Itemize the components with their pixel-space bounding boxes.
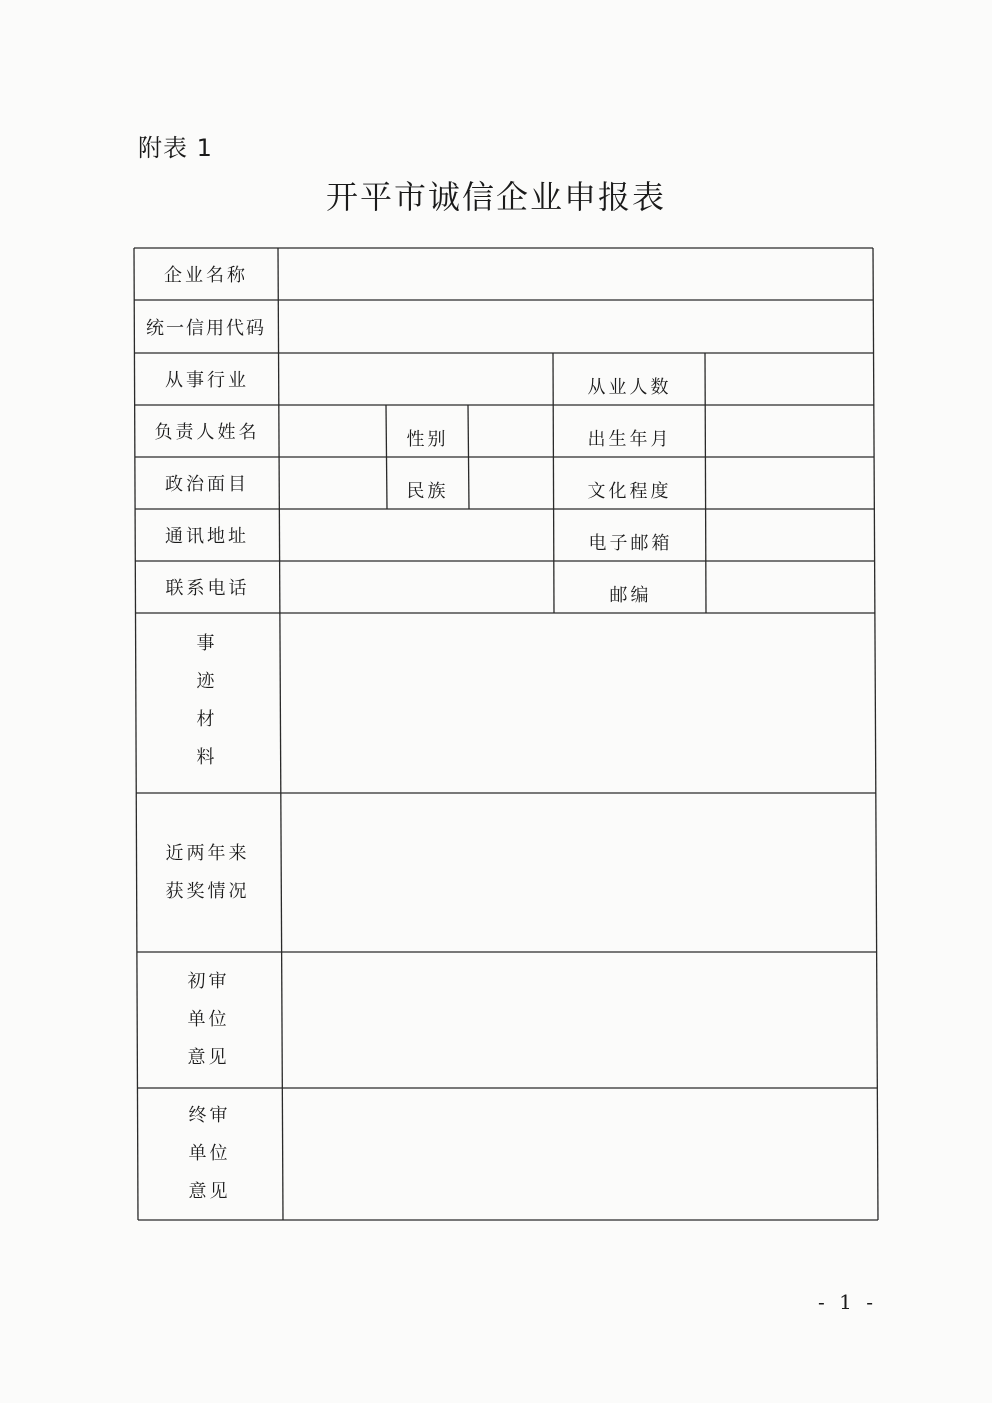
industry-label: 从事行业 — [165, 370, 249, 391]
initial-review-field[interactable] — [284, 953, 876, 1087]
awards-line: 近两年来 — [165, 842, 250, 864]
initial-review-label — [137, 960, 280, 1080]
deeds-label — [136, 621, 278, 781]
company-name-field[interactable] — [279, 249, 872, 299]
page-number: - 1 - — [818, 1290, 877, 1314]
leader-name-field[interactable] — [280, 406, 385, 456]
email-label: 电子邮箱 — [588, 533, 673, 554]
postcode-label: 邮编 — [609, 585, 652, 606]
final-review-field[interactable] — [285, 1089, 877, 1219]
address-label: 通讯地址 — [165, 526, 249, 547]
initial-review-line: 单位 — [187, 1009, 230, 1030]
deeds-char: 材 — [196, 709, 218, 730]
final-review-line: 单位 — [188, 1143, 231, 1164]
credit-code-field[interactable] — [279, 301, 872, 352]
employee-count-field[interactable] — [706, 354, 873, 404]
email-field[interactable] — [707, 510, 874, 560]
phone-field[interactable] — [281, 562, 552, 612]
awards-line: 获奖情况 — [165, 880, 250, 902]
final-review-line: 终审 — [188, 1105, 231, 1126]
ethnicity-label: 民族 — [406, 481, 449, 502]
education-label: 文化程度 — [587, 481, 672, 502]
political-status-field[interactable] — [280, 458, 385, 508]
awards-label — [136, 793, 279, 952]
credit-code-label: 统一信用代码 — [146, 317, 266, 339]
final-review-line: 意见 — [188, 1181, 231, 1202]
ethnicity-field[interactable] — [469, 458, 553, 508]
company-name-label: 企业名称 — [164, 265, 248, 286]
gender-field[interactable] — [469, 406, 553, 456]
awards-field[interactable] — [284, 794, 875, 951]
leader-name-label: 负责人姓名 — [154, 422, 260, 443]
deeds-char: 迹 — [196, 671, 218, 692]
birth-label: 出生年月 — [587, 429, 672, 450]
education-field[interactable] — [706, 458, 873, 508]
deeds-field[interactable] — [283, 614, 874, 792]
phone-label: 联系电话 — [165, 578, 250, 599]
birth-field[interactable] — [706, 406, 873, 456]
address-field[interactable] — [281, 510, 552, 560]
gender-label: 性别 — [406, 429, 449, 450]
employee-count-label: 从业人数 — [587, 377, 672, 398]
deeds-char: 料 — [196, 747, 218, 768]
final-review-label — [138, 1094, 281, 1214]
industry-field[interactable] — [280, 354, 552, 404]
deeds-char: 事 — [196, 633, 218, 654]
page-title: 开平市诚信企业申报表 — [325, 178, 666, 216]
initial-review-line: 初审 — [187, 971, 230, 992]
postcode-field[interactable] — [707, 562, 874, 612]
initial-review-line: 意见 — [187, 1047, 230, 1068]
political-status-label: 政治面目 — [165, 474, 249, 495]
attachment-label: 附表 1 — [138, 134, 213, 162]
